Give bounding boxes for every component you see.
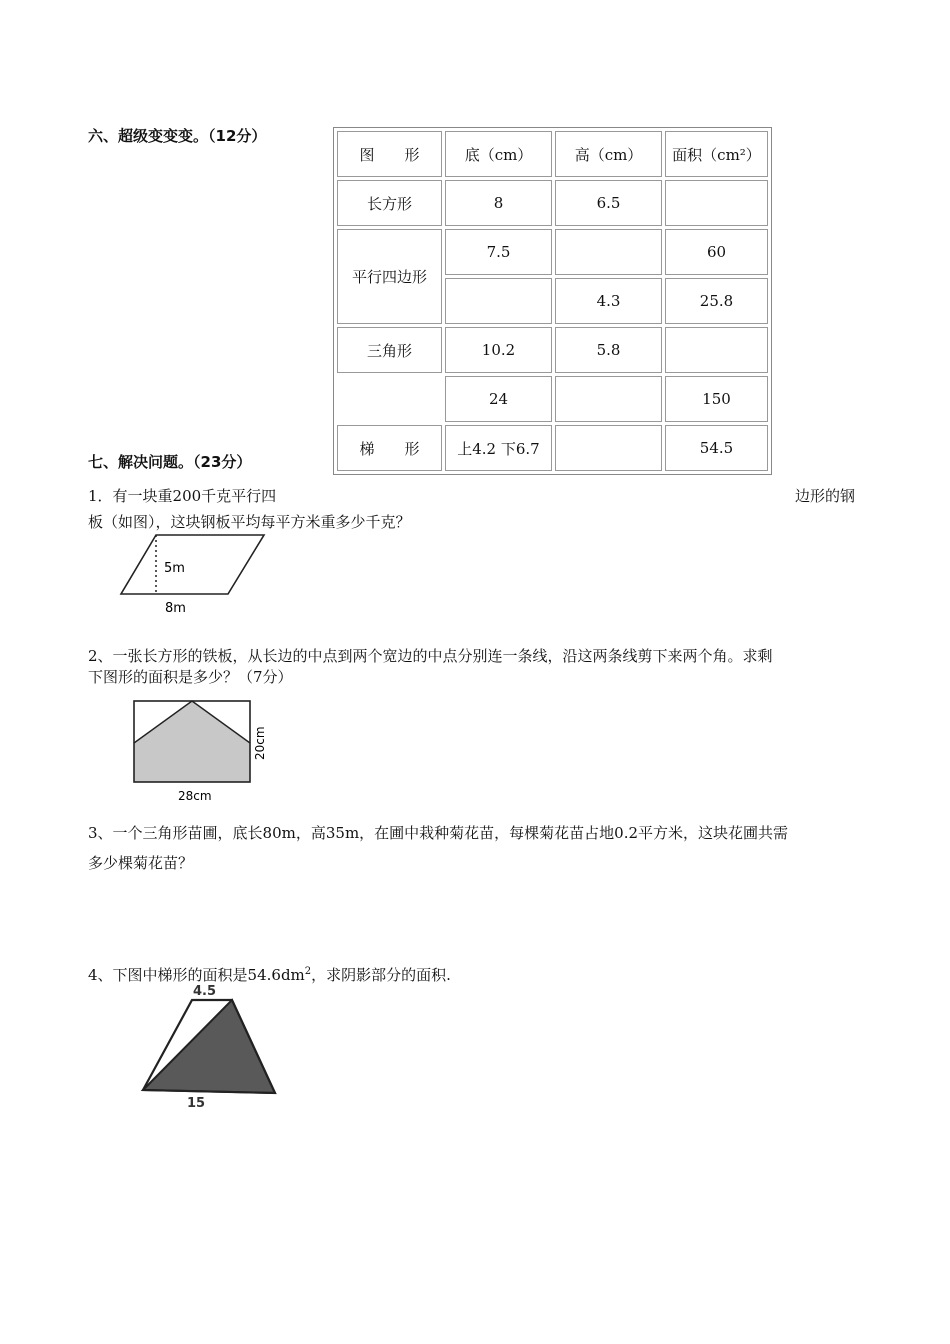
q2-line2: 下图形的面积是多少？（7分） (88, 668, 293, 686)
q4-text-post: ，求阴影部分的面积. (311, 966, 451, 984)
q2-width-label: 28cm (178, 789, 212, 803)
cell-tri-height-2 (555, 376, 662, 422)
cell-tri-area-1 (665, 327, 768, 373)
cell-rect-area (665, 180, 768, 226)
q4-text-pre: 4、下图中梯形的面积是54.6dm (88, 966, 305, 984)
q1-line2: 板（如图），这块钢板平均每平方米重多少千克？ (88, 513, 411, 531)
q4-top-label: 4.5 (193, 984, 217, 999)
cell-trap-height (555, 425, 662, 471)
cell-para-base-1: 7.5 (445, 229, 552, 275)
cell-para-area-2: 25.8 (665, 278, 768, 324)
q1-line1-left: 1．有一块重200千克平行四 (88, 487, 277, 505)
rectangle-cut-figure (130, 697, 275, 807)
cell-tri-shape-blank (337, 376, 442, 422)
table-header-row (337, 131, 768, 177)
cell-tri-shape: 三角形 (337, 327, 442, 373)
trapezoid-figure (135, 980, 285, 1110)
q1-height-label: 5m (164, 561, 185, 576)
cell-trap-shape: 梯 形 (337, 425, 442, 471)
cell-rect-height: 6.5 (555, 180, 662, 226)
section-7-title: 七、解决问题。（23分） (88, 453, 252, 471)
shaded-triangle (143, 1000, 275, 1093)
table-row (337, 425, 768, 471)
q3-line2: 多少棵菊花苗？ (88, 854, 194, 872)
q2-line1: 2、一张长方形的铁板，从长边的中点到两个宽边的中点分别连一条线，沿这两条线剪下来两个角。求剩 (88, 647, 773, 665)
cell-rect-base: 8 (445, 180, 552, 226)
cell-para-height-1 (555, 229, 662, 275)
cell-trap-area: 54.5 (665, 425, 768, 471)
cell-rect-shape: 长方形 (337, 180, 442, 226)
table-row (337, 376, 768, 422)
cell-tri-base-1: 10.2 (445, 327, 552, 373)
header-height: 高（cm） (555, 131, 662, 177)
q2-height-label: 20cm (253, 726, 267, 760)
header-shape: 图 形 (337, 131, 442, 177)
q1-line1-right: 边形的钢 (795, 487, 856, 505)
parallelogram-figure (118, 532, 278, 616)
section-6-title: 六、超级变变变。（12分） (88, 127, 267, 145)
header-base: 底（cm） (445, 131, 552, 177)
q1-base-label: 8m (165, 601, 186, 616)
q4-superscript: 2 (304, 966, 312, 977)
q4-bottom-label: 15 (187, 1096, 206, 1110)
cell-para-shape: 平行四边形 (337, 229, 442, 324)
header-area: 面积（cm²） (665, 131, 768, 177)
cell-tri-base-2: 24 (445, 376, 552, 422)
shape-table (333, 127, 772, 475)
table-row (337, 180, 768, 226)
cell-para-base-2 (445, 278, 552, 324)
table-row (337, 327, 768, 373)
parallelogram-shape (121, 535, 264, 594)
cell-tri-height-1: 5.8 (555, 327, 662, 373)
table-row (337, 229, 768, 275)
cell-para-height-2: 4.3 (555, 278, 662, 324)
cell-tri-area-2: 150 (665, 376, 768, 422)
q3-line1: 3、一个三角形苗圃，底长80m，高35m，在圃中栽种菊花苗，每棵菊花苗占地0.2平方米，这块花圃共需 (88, 824, 789, 842)
cell-trap-base: 上4.2 下6.7 (445, 425, 552, 471)
remaining-shape (134, 701, 250, 782)
cell-para-area-1: 60 (665, 229, 768, 275)
